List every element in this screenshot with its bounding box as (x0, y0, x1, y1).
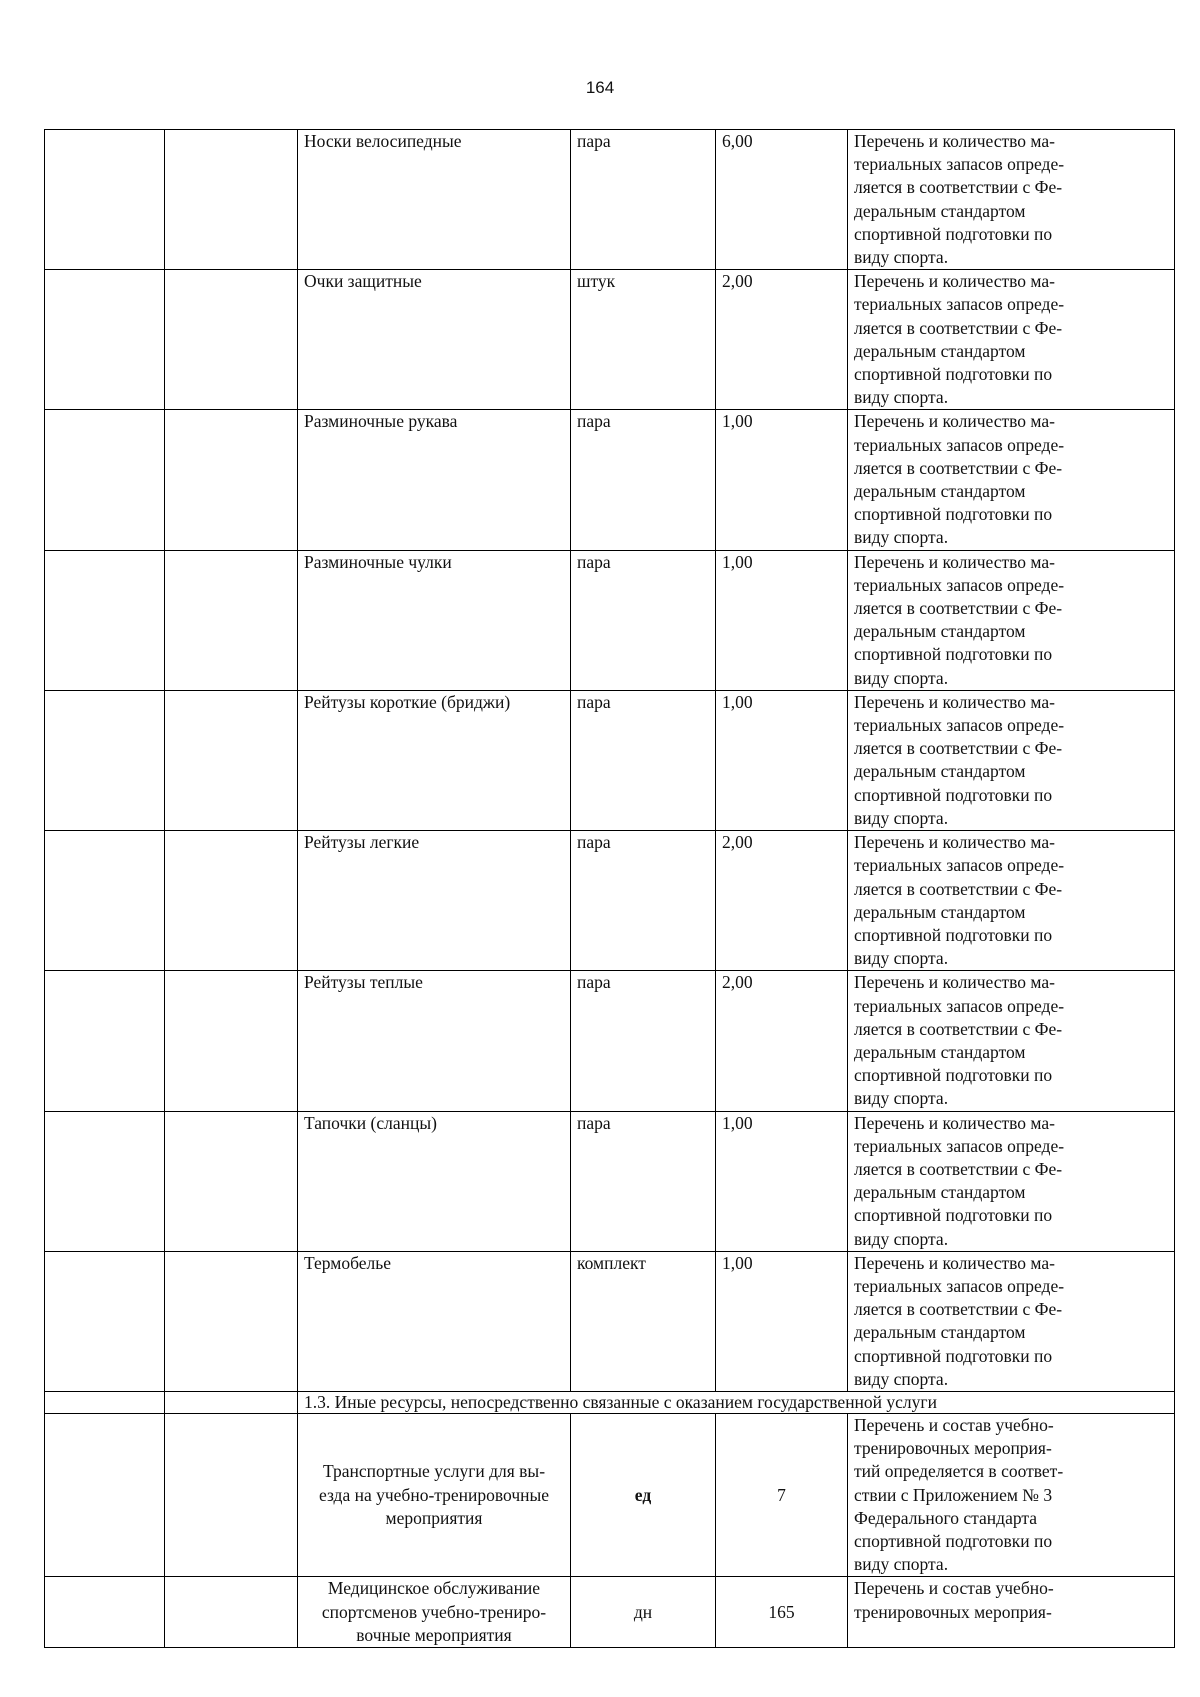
note-line: деральным стандартом (854, 481, 1026, 502)
note-line: виду спорта. (854, 1554, 949, 1575)
table-row (45, 130, 1175, 270)
note-line: тий определяется в соответ- (854, 1461, 1064, 1482)
item-note (848, 1251, 1175, 1391)
item-note (848, 410, 1175, 550)
blank-cell (45, 1111, 165, 1251)
item-qty: 1,00 (716, 690, 848, 830)
blank-cell (165, 1577, 298, 1648)
note-line: ляется в соответствии с Фе- (854, 1158, 1063, 1179)
item-unit: пара (571, 971, 716, 1111)
item-name: Разминочные рукава (298, 410, 571, 550)
item-unit: пара (571, 410, 716, 550)
note-line: териальных запасов опреде- (854, 715, 1065, 736)
note-line: Перечень и количество ма- (854, 411, 1055, 432)
note-line: спортивной подготовки по (854, 1345, 1053, 1366)
note-line: спортивной подготовки по (854, 1205, 1053, 1226)
table-row (45, 831, 1175, 971)
transport-name (298, 1413, 571, 1576)
note-line: спортивной подготовки по (854, 924, 1053, 945)
blank-cell (165, 831, 298, 971)
item-note (848, 550, 1175, 690)
section-row (45, 1391, 1175, 1413)
blank-cell (45, 270, 165, 410)
note-line: ляется в соответствии с Фе- (854, 177, 1063, 198)
item-name: Термобелье (298, 1251, 571, 1391)
item-name: Рейтузы легкие (298, 831, 571, 971)
blank-cell (45, 550, 165, 690)
blank-cell (165, 550, 298, 690)
blank-cell (45, 690, 165, 830)
table-row-transport (45, 1413, 1175, 1576)
blank-cell (45, 410, 165, 550)
item-qty: 1,00 (716, 410, 848, 550)
note-line: спортивной подготовки по (854, 223, 1053, 244)
note-line: териальных запасов опреде- (854, 434, 1065, 455)
blank-cell (165, 1251, 298, 1391)
note-line: Перечень и количество ма- (854, 131, 1055, 151)
transport-qty: 7 (716, 1413, 848, 1576)
note-line: спортивной подготовки по (854, 1065, 1053, 1086)
transport-name-line: мероприятия (385, 1507, 483, 1528)
note-line: Перечень и количество ма- (854, 972, 1055, 993)
page-number: 164 (585, 78, 615, 97)
table-row (45, 1111, 1175, 1251)
blank-cell (165, 690, 298, 830)
transport-name-line: Транспортные услуги для вы- (322, 1461, 546, 1482)
note-line: тренировочных мероприя- (854, 1601, 1052, 1622)
item-note (848, 971, 1175, 1111)
transport-name-line: езда на учебно-тренировочные (318, 1484, 550, 1505)
blank-cell (165, 130, 298, 270)
note-line: деральным стандартом (854, 761, 1026, 782)
note-line: деральным стандартом (854, 340, 1026, 361)
note-line: Перечень и состав учебно- (854, 1578, 1054, 1599)
resources-table (44, 129, 1175, 1648)
item-unit: пара (571, 130, 716, 270)
note-line: виду спорта. (854, 527, 949, 548)
table-row (45, 1251, 1175, 1391)
table-row (45, 410, 1175, 550)
table-row (45, 270, 1175, 410)
item-note (848, 270, 1175, 410)
note-line: Перечень и количество ма- (854, 1112, 1055, 1133)
note-line: териальных запасов опреде- (854, 154, 1065, 175)
note-line: ствии с Приложением № 3 (854, 1484, 1053, 1505)
item-note (848, 1111, 1175, 1251)
note-line: спортивной подготовки по (854, 784, 1053, 805)
note-line: виду спорта. (854, 807, 949, 828)
item-qty: 2,00 (716, 831, 848, 971)
note-line: териальных запасов опреде- (854, 294, 1065, 315)
note-line: териальных запасов опреде- (854, 855, 1065, 876)
blank-cell (45, 831, 165, 971)
blank-cell (45, 1251, 165, 1391)
table-row (45, 690, 1175, 830)
note-line: тренировочных мероприя- (854, 1438, 1052, 1459)
note-line: виду спорта. (854, 247, 949, 268)
item-name: Тапочки (сланцы) (298, 1111, 571, 1251)
note-line: Перечень и состав учебно- (854, 1414, 1054, 1435)
item-note (848, 130, 1175, 270)
note-line: деральным стандартом (854, 1041, 1026, 1062)
item-qty: 1,00 (716, 550, 848, 690)
medical-unit: дн (571, 1577, 716, 1648)
table-row (45, 971, 1175, 1111)
note-line: териальных запасов опреде- (854, 1135, 1065, 1156)
medical-name-line: Медицинское обслуживание (327, 1578, 541, 1599)
blank-cell (45, 971, 165, 1111)
transport-note (848, 1413, 1175, 1576)
medical-qty: 165 (716, 1577, 848, 1648)
blank-cell (165, 1111, 298, 1251)
blank-cell (165, 1413, 298, 1576)
note-line: териальных запасов опреде- (854, 995, 1065, 1016)
item-unit: пара (571, 831, 716, 971)
note-line: ляется в соответствии с Фе- (854, 317, 1063, 338)
item-qty: 6,00 (716, 130, 848, 270)
blank-cell (165, 971, 298, 1111)
item-qty: 1,00 (716, 1251, 848, 1391)
item-name: Рейтузы короткие (бриджи) (298, 690, 571, 830)
medical-name (298, 1577, 571, 1648)
note-line: териальных запасов опреде- (854, 1275, 1065, 1296)
note-line: ляется в соответствии с Фе- (854, 598, 1063, 619)
item-note (848, 690, 1175, 830)
note-line: Федерального стандарта (854, 1507, 1037, 1528)
item-name: Рейтузы теплые (298, 971, 571, 1111)
note-line: ляется в соответствии с Фе- (854, 1018, 1063, 1039)
item-unit: пара (571, 690, 716, 830)
medical-note (848, 1577, 1175, 1648)
blank-cell (165, 1391, 298, 1413)
item-unit: пара (571, 1111, 716, 1251)
note-line: ляется в соответствии с Фе- (854, 1299, 1063, 1320)
item-name: Носки велосипедные (298, 130, 571, 270)
note-line: виду спорта. (854, 948, 949, 969)
note-line: Перечень и количество ма- (854, 551, 1055, 572)
note-line: ляется в соответствии с Фе- (854, 457, 1063, 478)
note-line: виду спорта. (854, 387, 949, 408)
note-line: Перечень и количество ма- (854, 1252, 1055, 1273)
note-line: виду спорта. (854, 1088, 949, 1109)
note-line: Перечень и количество ма- (854, 271, 1055, 292)
item-qty: 1,00 (716, 1111, 848, 1251)
item-qty: 2,00 (716, 971, 848, 1111)
note-line: виду спорта. (854, 667, 949, 688)
note-line: Перечень и количество ма- (854, 832, 1055, 853)
note-line: спортивной подготовки по (854, 644, 1053, 665)
table-body (45, 130, 1175, 1648)
table-row (45, 550, 1175, 690)
item-unit: штук (571, 270, 716, 410)
note-line: виду спорта. (854, 1368, 949, 1389)
note-line: деральным стандартом (854, 1182, 1026, 1203)
note-line: териальных запасов опреде- (854, 574, 1065, 595)
item-name: Очки защитные (298, 270, 571, 410)
blank-cell (165, 410, 298, 550)
note-line: спортивной подготовки по (854, 1530, 1053, 1551)
table-row-medical (45, 1577, 1175, 1648)
blank-cell (45, 130, 165, 270)
note-line: спортивной подготовки по (854, 504, 1053, 525)
note-line: деральным стандартом (854, 901, 1026, 922)
item-unit: пара (571, 550, 716, 690)
blank-cell (45, 1413, 165, 1576)
note-line: Перечень и количество ма- (854, 691, 1055, 712)
note-line: ляется в соответствии с Фе- (854, 878, 1063, 899)
note-line: деральным стандартом (854, 621, 1026, 642)
blank-cell (45, 1391, 165, 1413)
blank-cell (45, 1577, 165, 1648)
transport-unit: ед (571, 1413, 716, 1576)
item-unit: комплект (571, 1251, 716, 1391)
note-line: виду спорта. (854, 1228, 949, 1249)
section-title: 1.3. Иные ресурсы, непосредственно связанные с оказанием государственной услуги (298, 1391, 1175, 1413)
note-line: деральным стандартом (854, 200, 1026, 221)
blank-cell (165, 270, 298, 410)
item-qty: 2,00 (716, 270, 848, 410)
medical-name-line: спортсменов учебно-трениро- (321, 1601, 547, 1622)
item-name: Разминочные чулки (298, 550, 571, 690)
note-line: деральным стандартом (854, 1322, 1026, 1343)
item-note (848, 831, 1175, 971)
medical-name-line: вочные мероприятия (356, 1624, 512, 1645)
note-line: ляется в соответствии с Фе- (854, 738, 1063, 759)
note-line: спортивной подготовки по (854, 364, 1053, 385)
